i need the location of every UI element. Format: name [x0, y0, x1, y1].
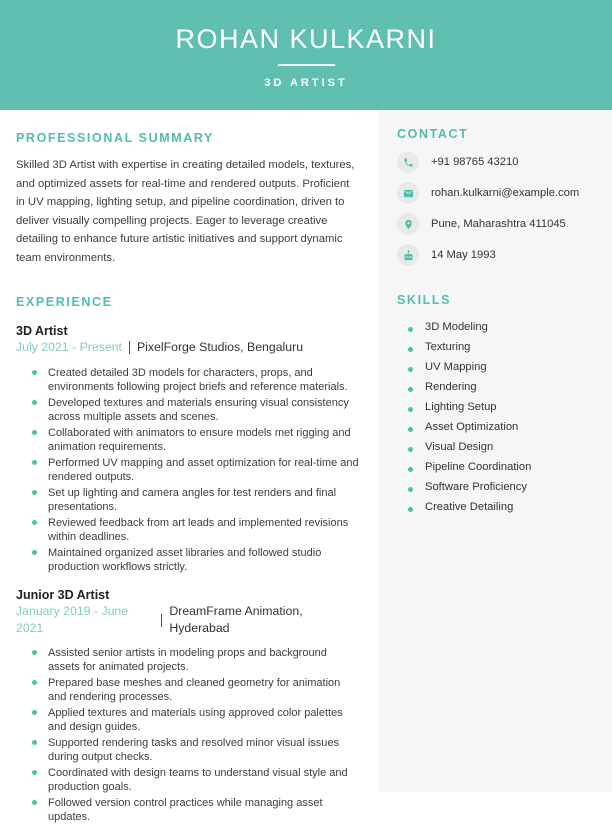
skill-list [397, 317, 598, 517]
job-dates: July 2021 - Present [16, 340, 122, 355]
bullet-dot-icon [32, 370, 37, 375]
skill-label: UV Mapping [425, 361, 487, 373]
content-columns [0, 110, 612, 824]
header-divider [278, 64, 335, 66]
job-bullet-text: Prepared base meshes and cleaned geometry for animation and rendering processes. [48, 677, 341, 704]
skill-label: Rendering [425, 381, 477, 393]
summary-heading: PROFESSIONAL SUMMARY [16, 131, 214, 145]
skill-label: 3D Modeling [425, 321, 488, 333]
summary-section [16, 131, 360, 267]
job-bullet-text: Coordinated with design teams to understand visual style and production goals. [48, 767, 348, 794]
location-pin-icon [397, 213, 419, 235]
contact-item-location [397, 213, 598, 235]
bullet-dot-icon [32, 490, 37, 495]
job-bullet-text: Performed UV mapping and asset optimization for real-time and rendered outputs. [48, 456, 359, 483]
email-icon [397, 182, 419, 204]
job-entry-1 [16, 323, 360, 573]
vertical-divider [161, 614, 162, 627]
bullet-dot-icon [32, 460, 37, 465]
summary-text: Skilled 3D Artist with expertise in creating detailed models, textures, and optimized assets for real-time and rendered outputs. Proficient in UV mapping, lighting setup, and pipeline coordination, driven to deliver visually compelling projects. Eager to leverage creative detailing to enhance future artistic initiatives and support dynamic team environments. [16, 159, 355, 264]
skill-item [408, 477, 598, 497]
job-bullet-item [32, 426, 360, 454]
job-bullet-text: Collaborated with animators to ensure models met rigging and animation requirements. [48, 426, 351, 453]
skill-label: Texturing [425, 341, 471, 353]
job-bullet-item [32, 366, 360, 394]
job-bullet-text: Followed version control practices while managing asset updates. [48, 797, 323, 824]
bullet-dot-icon [32, 800, 37, 805]
job-title: 3D Artist [16, 324, 68, 339]
job-bullet-list [16, 366, 360, 574]
job-title: Junior 3D Artist [16, 587, 110, 602]
skills-heading: SKILLS [397, 293, 452, 307]
bullet-dot-icon [408, 427, 413, 432]
contact-birthday: 14 May 1993 [431, 249, 496, 261]
contact-item-birthday [397, 244, 598, 266]
birthday-cake-icon [397, 244, 419, 266]
job-meta [16, 603, 360, 637]
job-bullet-item [32, 516, 360, 544]
contact-location: Pune, Maharashtra 411045 [431, 218, 566, 230]
job-entry-2 [16, 587, 360, 824]
bullet-dot-icon [32, 680, 37, 685]
bullet-dot-icon [408, 347, 413, 352]
job-meta [16, 339, 360, 356]
bullet-dot-icon [32, 430, 37, 435]
job-bullet-item [32, 766, 360, 794]
skill-item [408, 497, 598, 517]
skill-item [408, 317, 598, 337]
contact-section [397, 127, 598, 266]
sidebar-column [378, 110, 612, 792]
contact-heading: CONTACT [397, 127, 469, 141]
job-bullet-text: Created detailed 3D models for characters, props, and environments following project briefs and reference materials. [48, 366, 348, 393]
job-bullet-text: Supported rendering tasks and resolved minor visual issues during output checks. [48, 737, 340, 764]
skill-label: Visual Design [425, 441, 494, 453]
skill-label: Asset Optimization [425, 421, 519, 433]
job-bullet-item [32, 796, 360, 824]
person-job-title: 3D ARTIST [264, 77, 348, 90]
skill-item [408, 457, 598, 477]
bullet-dot-icon [32, 710, 37, 715]
job-bullet-item [32, 676, 360, 704]
bullet-dot-icon [408, 447, 413, 452]
bullet-dot-icon [32, 550, 37, 555]
job-bullet-text: Developed textures and materials ensuring visual consistency across multiple assets and scenes. [48, 396, 349, 423]
job-bullet-item [32, 736, 360, 764]
contact-email: rohan.kulkarni@example.com [431, 187, 580, 199]
bullet-dot-icon [408, 367, 413, 372]
job-bullet-item [32, 486, 360, 514]
job-bullet-text: Assisted senior artists in modeling props and background assets for animated projects. [48, 647, 327, 674]
job-bullet-text: Maintained organized asset libraries and followed studio production workflows strictly. [48, 546, 322, 573]
header [0, 0, 612, 110]
contact-item-email [397, 182, 598, 204]
bullet-dot-icon [408, 467, 413, 472]
bullet-dot-icon [32, 770, 37, 775]
bullet-dot-icon [408, 387, 413, 392]
skill-item [408, 397, 598, 417]
skills-section [397, 293, 598, 517]
job-bullet-item [32, 646, 360, 674]
job-dates: January 2019 - June 2021 [16, 603, 129, 635]
phone-icon [397, 151, 419, 173]
main-column [0, 110, 378, 824]
skill-item [408, 357, 598, 377]
skill-item [408, 337, 598, 357]
job-bullet-item [32, 546, 360, 574]
bullet-dot-icon [32, 520, 37, 525]
job-bullet-text: Set up lighting and camera angles for test renders and final presentations. [48, 486, 337, 513]
contact-item-phone [397, 151, 598, 173]
job-bullet-text: Applied textures and materials using approved color palettes and design guides. [48, 707, 343, 734]
contact-phone: +91 98765 43210 [431, 156, 519, 168]
skill-label: Creative Detailing [425, 501, 514, 513]
skill-item [408, 437, 598, 457]
job-bullet-item [32, 706, 360, 734]
job-company: DreamFrame Animation, Hyderabad [169, 603, 303, 635]
person-name: ROHAN KULKARNI [175, 23, 437, 54]
bullet-dot-icon [408, 507, 413, 512]
skill-label: Lighting Setup [425, 401, 497, 413]
bullet-dot-icon [32, 650, 37, 655]
bullet-dot-icon [408, 327, 413, 332]
bullet-dot-icon [32, 740, 37, 745]
skill-label: Pipeline Coordination [425, 461, 532, 473]
job-company: PixelForge Studios, Bengaluru [136, 340, 304, 355]
vertical-divider [129, 341, 130, 354]
skill-item [408, 417, 598, 437]
job-bullet-item [32, 456, 360, 484]
job-bullet-item [32, 396, 360, 424]
contact-item-list [397, 151, 598, 266]
job-bullet-list [16, 646, 360, 824]
job-bullet-text: Reviewed feedback from art leads and implemented revisions within deadlines. [48, 516, 349, 543]
bullet-dot-icon [408, 487, 413, 492]
experience-section [16, 295, 360, 824]
bullet-dot-icon [32, 400, 37, 405]
bullet-dot-icon [408, 407, 413, 412]
skill-item [408, 377, 598, 397]
skill-label: Software Proficiency [425, 481, 527, 493]
experience-heading: EXPERIENCE [16, 295, 113, 310]
